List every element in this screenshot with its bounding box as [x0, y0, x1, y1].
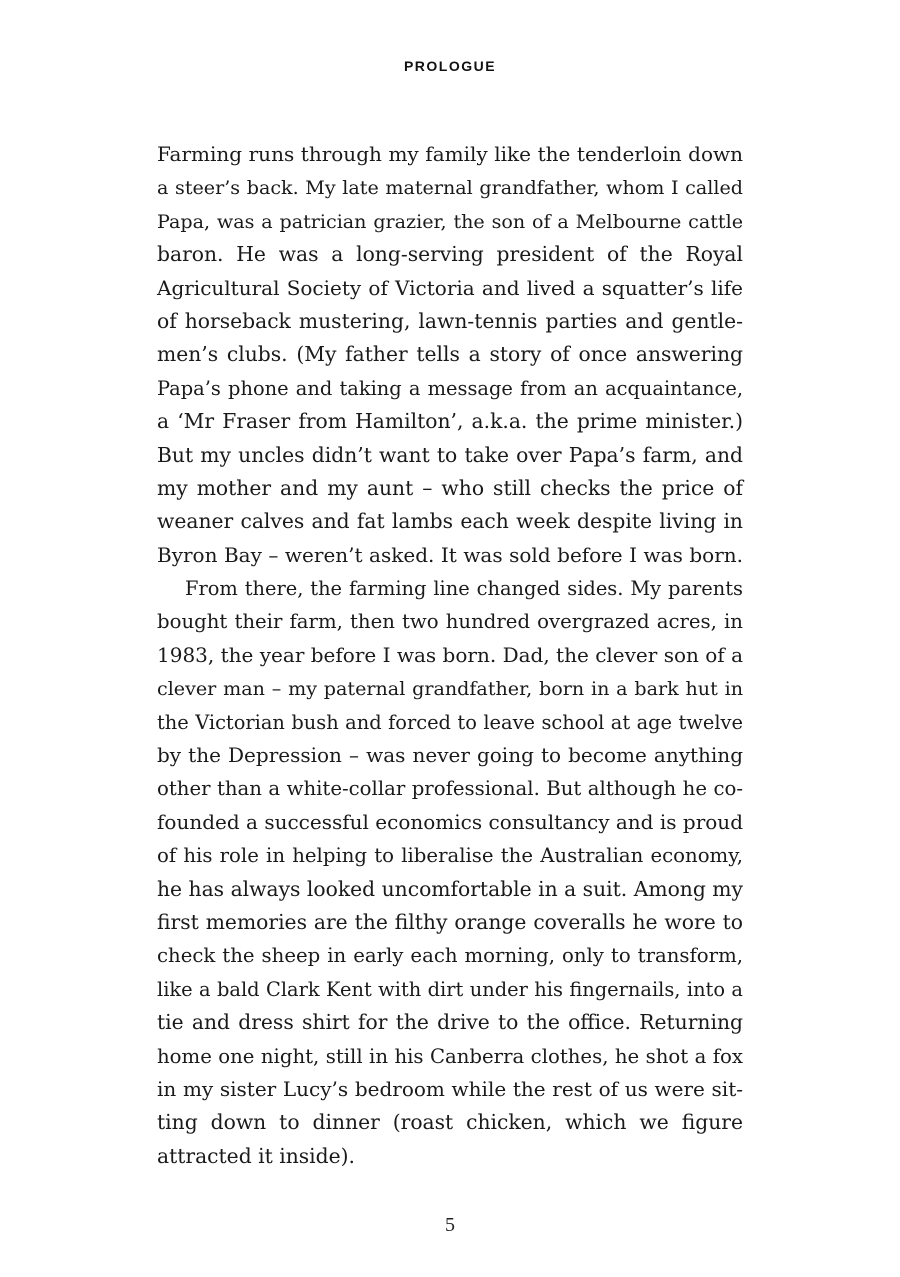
text-line: founded a successful economics consultancy and is proud: [157, 809, 743, 834]
page-number: 5: [445, 1214, 455, 1236]
text-line: of his role in helping to liberalise the Australian economy,: [157, 844, 743, 868]
text-line: Byron Bay – weren’t asked. It was sold before I was born.: [157, 542, 743, 567]
text-line: the Victorian bush and forced to leave school at age twelve: [157, 710, 743, 734]
text-line: attracted it inside).: [157, 1143, 355, 1168]
body-text: [157, 138, 743, 1173]
text-line: bought their farm, then two hundred overgrazed acres, in: [157, 610, 743, 634]
text-line: first memories are the filthy orange coveralls he wore to: [157, 909, 743, 934]
text-line: Papa, was a patrician grazier, the son of a Melbourne cattle: [157, 209, 743, 233]
text-line: weaner calves and fat lambs each week despite living in: [157, 509, 743, 534]
text-line: a ‘Mr Fraser from Hamilton’, a.k.a. the prime minister.): [157, 409, 743, 434]
text-line: like a bald Clark Kent with dirt under his fingernails, into a: [157, 977, 743, 1001]
text-line: baron. He was a long-serving president of the Royal: [157, 242, 743, 267]
text-line: Papa’s phone and taking a message from an acquaintance,: [157, 376, 743, 400]
text-line: tie and dress shirt for the drive to the office. Returning: [157, 1010, 743, 1035]
text-line: by the Depression – was never going to become anything: [157, 743, 743, 768]
text-line: of horseback mustering, lawn-tennis parties and gentle-: [157, 308, 743, 333]
text-line: But my uncles didn’t want to take over Papa’s farm, and: [157, 442, 743, 467]
text-line: he has always looked uncomfortable in a suit. Among my: [157, 876, 743, 901]
text-line: 1983, the year before I was born. Dad, the clever son of a: [157, 642, 743, 667]
text-line: check the sheep in early each morning, only to transform,: [157, 944, 743, 968]
text-line: Agricultural Society of Victoria and lived a squatter’s life: [157, 275, 743, 300]
text-line: men’s clubs. (My father tells a story of once answering: [157, 342, 743, 367]
text-line: home one night, still in his Canberra clothes, he shot a fox: [157, 1044, 743, 1068]
running-head: PROLOGUE: [403, 58, 497, 74]
text-line: ting down to dinner (roast chicken, which we figure: [157, 1110, 743, 1135]
text-line: in my sister Lucy’s bedroom while the rest of us were sit-: [157, 1076, 743, 1101]
text-line: From there, the farming line changed sides. My parents: [185, 577, 743, 601]
text-line: my mother and my aunt – who still checks the price of: [157, 475, 743, 500]
text-line: a steer’s back. My late maternal grandfather, whom I called: [157, 176, 743, 200]
text-line: clever man – my paternal grandfather, born in a bark hut in: [157, 677, 743, 701]
text-line: Farming runs through my family like the tenderloin down: [157, 142, 743, 166]
text-line: other than a white-collar professional. But although he co-: [157, 777, 743, 801]
